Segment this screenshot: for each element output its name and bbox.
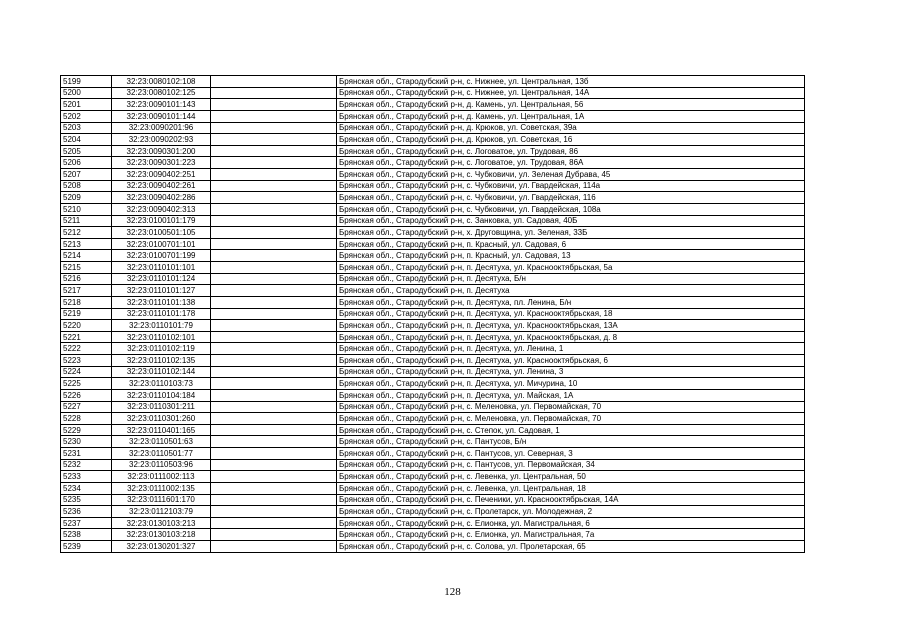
address-cell: Брянская обл., Стародубский р-н, п. Десятуха, ул. Краснооктябрьская, 18 — [337, 308, 805, 320]
cadastral-number-cell: 32:23:0110102:119 — [112, 343, 211, 355]
empty-cell — [211, 76, 337, 88]
empty-cell — [211, 541, 337, 553]
empty-cell — [211, 366, 337, 378]
cadastral-number-cell: 32:23:0130201:327 — [112, 541, 211, 553]
address-cell: Брянская обл., Стародубский р-н, п. Десятуха, пл. Ленина, Б/н — [337, 296, 805, 308]
row-number-cell: 5219 — [61, 308, 112, 320]
cadastral-number-cell: 32:23:0090301:200 — [112, 145, 211, 157]
cadastral-number-cell: 32:23:0110401:165 — [112, 424, 211, 436]
table-row — [61, 227, 805, 239]
cadastral-number-cell: 32:23:0112103:79 — [112, 506, 211, 518]
cadastral-number-cell: 32:23:0090402:261 — [112, 180, 211, 192]
address-cell: Брянская обл., Стародубский р-н, с. Логоватое, ул. Трудовая, 86 — [337, 145, 805, 157]
empty-cell — [211, 424, 337, 436]
table-row — [61, 215, 805, 227]
empty-cell — [211, 180, 337, 192]
address-cell: Брянская обл., Стародубский р-н, с. Левенка, ул. Центральная, 18 — [337, 482, 805, 494]
address-cell: Брянская обл., Стародубский р-н, с. Чубковичи, ул. Гвардейская, 116 — [337, 192, 805, 204]
empty-cell — [211, 413, 337, 425]
table-row — [61, 157, 805, 169]
cadastral-number-cell: 32:23:0090402:313 — [112, 203, 211, 215]
cadastral-number-cell: 32:23:0110102:135 — [112, 355, 211, 367]
row-number-cell: 5200 — [61, 87, 112, 99]
row-number-cell: 5213 — [61, 238, 112, 250]
address-cell: Брянская обл., Стародубский р-н, п. Красный, ул. Садовая, 6 — [337, 238, 805, 250]
empty-cell — [211, 273, 337, 285]
address-cell: Брянская обл., Стародубский р-н, п. Десятуха, ул. Краснооктябрьская, 6 — [337, 355, 805, 367]
cadastral-number-cell: 32:23:0110501:77 — [112, 448, 211, 460]
row-number-cell: 5203 — [61, 122, 112, 134]
empty-cell — [211, 506, 337, 518]
cadastral-number-cell: 32:23:0110501:63 — [112, 436, 211, 448]
row-number-cell: 5205 — [61, 145, 112, 157]
row-number-cell: 5211 — [61, 215, 112, 227]
table-row — [61, 180, 805, 192]
cadastral-number-cell: 32:23:0090201:96 — [112, 122, 211, 134]
row-number-cell: 5232 — [61, 459, 112, 471]
address-cell: Брянская обл., Стародубский р-н, х. Друговщина, ул. Зеленая, 33Б — [337, 227, 805, 239]
address-cell: Брянская обл., Стародубский р-н, с. Нижнее, ул. Центральная, 14А — [337, 87, 805, 99]
cadastral-number-cell: 32:23:0100701:199 — [112, 250, 211, 262]
row-number-cell: 5224 — [61, 366, 112, 378]
empty-cell — [211, 99, 337, 111]
row-number-cell: 5231 — [61, 448, 112, 460]
row-number-cell: 5226 — [61, 389, 112, 401]
empty-cell — [211, 308, 337, 320]
table-row — [61, 145, 805, 157]
row-number-cell: 5215 — [61, 262, 112, 274]
empty-cell — [211, 215, 337, 227]
row-number-cell: 5201 — [61, 99, 112, 111]
row-number-cell: 5199 — [61, 76, 112, 88]
table-row — [61, 482, 805, 494]
row-number-cell: 5217 — [61, 285, 112, 297]
empty-cell — [211, 262, 337, 274]
cadastral-number-cell: 32:23:0090101:143 — [112, 99, 211, 111]
table-row — [61, 541, 805, 553]
table-row — [61, 203, 805, 215]
cadastral-number-cell: 32:23:0130103:213 — [112, 517, 211, 529]
cadastral-number-cell: 32:23:0090402:251 — [112, 169, 211, 181]
address-cell: Брянская обл., Стародубский р-н, д. Камень, ул. Центральная, 1А — [337, 110, 805, 122]
cadastral-number-cell: 32:23:0110101:127 — [112, 285, 211, 297]
cadastral-number-cell: 32:23:0110301:211 — [112, 401, 211, 413]
address-cell: Брянская обл., Стародубский р-н, с. Меленовка, ул. Первомайская, 70 — [337, 401, 805, 413]
empty-cell — [211, 482, 337, 494]
empty-cell — [211, 517, 337, 529]
row-number-cell: 5214 — [61, 250, 112, 262]
table-row — [61, 436, 805, 448]
cadastral-number-cell: 32:23:0110101:124 — [112, 273, 211, 285]
table-row — [61, 506, 805, 518]
address-cell: Брянская обл., Стародубский р-н, с. Логоватое, ул. Трудовая, 86А — [337, 157, 805, 169]
cadastral-number-cell: 32:23:0111002:113 — [112, 471, 211, 483]
row-number-cell: 5207 — [61, 169, 112, 181]
address-cell: Брянская обл., Стародубский р-н, с. Степок, ул. Садовая, 1 — [337, 424, 805, 436]
address-cell: Брянская обл., Стародубский р-н, с. Чубковичи, ул. Зеленая Дубрава, 45 — [337, 169, 805, 181]
empty-cell — [211, 145, 337, 157]
table-row — [61, 471, 805, 483]
address-cell: Брянская обл., Стародубский р-н, п. Десятуха, Б/н — [337, 273, 805, 285]
empty-cell — [211, 203, 337, 215]
cadastral-number-cell: 32:23:0090202:93 — [112, 134, 211, 146]
empty-cell — [211, 87, 337, 99]
row-number-cell: 5206 — [61, 157, 112, 169]
empty-cell — [211, 355, 337, 367]
address-cell: Брянская обл., Стародубский р-н, с. Пантусов, ул. Первомайская, 34 — [337, 459, 805, 471]
cadastral-number-cell: 32:23:0090101:144 — [112, 110, 211, 122]
empty-cell — [211, 238, 337, 250]
empty-cell — [211, 227, 337, 239]
row-number-cell: 5234 — [61, 482, 112, 494]
row-number-cell: 5229 — [61, 424, 112, 436]
empty-cell — [211, 320, 337, 332]
address-cell: Брянская обл., Стародубский р-н, с. Печеники, ул. Краснооктябрьская, 14А — [337, 494, 805, 506]
page-number: 128 — [444, 586, 461, 598]
empty-cell — [211, 378, 337, 390]
table-row — [61, 366, 805, 378]
row-number-cell: 5209 — [61, 192, 112, 204]
empty-cell — [211, 285, 337, 297]
table-row — [61, 122, 805, 134]
cadastral-number-cell: 32:23:0110101:79 — [112, 320, 211, 332]
address-cell: Брянская обл., Стародубский р-н, с. Пролетарск, ул. Молодежная, 2 — [337, 506, 805, 518]
empty-cell — [211, 134, 337, 146]
empty-cell — [211, 110, 337, 122]
address-cell: Брянская обл., Стародубский р-н, п. Десятуха, ул. Краснооктябрьская, 5а — [337, 262, 805, 274]
address-cell: Брянская обл., Стародубский р-н, с. Левенка, ул. Центральная, 50 — [337, 471, 805, 483]
table-row — [61, 320, 805, 332]
table-row — [61, 401, 805, 413]
table-row — [61, 87, 805, 99]
row-number-cell: 5204 — [61, 134, 112, 146]
address-cell: Брянская обл., Стародубский р-н, с. Елионка, ул. Магистральная, 7а — [337, 529, 805, 541]
table-row — [61, 169, 805, 181]
table-row — [61, 192, 805, 204]
cadastral-number-cell: 32:23:0110503:96 — [112, 459, 211, 471]
row-number-cell: 5228 — [61, 413, 112, 425]
empty-cell — [211, 471, 337, 483]
table-row — [61, 494, 805, 506]
empty-cell — [211, 389, 337, 401]
empty-cell — [211, 401, 337, 413]
cadastral-number-cell: 32:23:0111601:170 — [112, 494, 211, 506]
address-cell: Брянская обл., Стародубский р-н, д. Крюков, ул. Советская, 16 — [337, 134, 805, 146]
row-number-cell: 5202 — [61, 110, 112, 122]
address-cell: Брянская обл., Стародубский р-н, с. Меленовка, ул. Первомайская, 70 — [337, 413, 805, 425]
cadastral-number-cell: 32:23:0110101:101 — [112, 262, 211, 274]
empty-cell — [211, 436, 337, 448]
row-number-cell: 5218 — [61, 296, 112, 308]
row-number-cell: 5237 — [61, 517, 112, 529]
address-cell: Брянская обл., Стародубский р-н, п. Десятуха, ул. Краснооктябрьская, 13А — [337, 320, 805, 332]
address-cell: Брянская обл., Стародубский р-н, п. Десятуха — [337, 285, 805, 297]
address-cell: Брянская обл., Стародубский р-н, с. Пантусов, Б/н — [337, 436, 805, 448]
row-number-cell: 5210 — [61, 203, 112, 215]
address-cell: Брянская обл., Стародубский р-н, п. Десятуха, ул. Мичурина, 10 — [337, 378, 805, 390]
cadastral-number-cell: 32:23:0110102:144 — [112, 366, 211, 378]
address-cell: Брянская обл., Стародубский р-н, с. Чубковичи, ул. Гвардейская, 108а — [337, 203, 805, 215]
row-number-cell: 5216 — [61, 273, 112, 285]
empty-cell — [211, 494, 337, 506]
table-body — [61, 76, 805, 553]
cadastral-number-cell: 32:23:0100501:105 — [112, 227, 211, 239]
row-number-cell: 5227 — [61, 401, 112, 413]
cadastral-number-cell: 32:23:0110101:138 — [112, 296, 211, 308]
empty-cell — [211, 343, 337, 355]
row-number-cell: 5212 — [61, 227, 112, 239]
address-cell: Брянская обл., Стародубский р-н, с. Чубковичи, ул. Гвардейская, 114а — [337, 180, 805, 192]
row-number-cell: 5239 — [61, 541, 112, 553]
table-row — [61, 308, 805, 320]
address-cell: Брянская обл., Стародубский р-н, д. Крюков, ул. Советская, 39а — [337, 122, 805, 134]
cadastral-number-cell: 32:23:0080102:125 — [112, 87, 211, 99]
address-cell: Брянская обл., Стародубский р-н, с. Нижнее, ул. Центральная, 13б — [337, 76, 805, 88]
table-row — [61, 262, 805, 274]
row-number-cell: 5223 — [61, 355, 112, 367]
address-cell: Брянская обл., Стародубский р-н, п. Десятуха, ул. Ленина, 3 — [337, 366, 805, 378]
empty-cell — [211, 331, 337, 343]
table-row — [61, 273, 805, 285]
table-row — [61, 285, 805, 297]
table-row — [61, 389, 805, 401]
row-number-cell: 5208 — [61, 180, 112, 192]
table-row — [61, 413, 805, 425]
row-number-cell: 5222 — [61, 343, 112, 355]
cadastral-number-cell: 32:23:0111002:135 — [112, 482, 211, 494]
table-row — [61, 459, 805, 471]
address-cell: Брянская обл., Стародубский р-н, п. Красный, ул. Садовая, 13 — [337, 250, 805, 262]
cadastral-number-cell: 32:23:0100701:101 — [112, 238, 211, 250]
empty-cell — [211, 192, 337, 204]
address-cell: Брянская обл., Стародубский р-н, с. Елионка, ул. Магистральная, 6 — [337, 517, 805, 529]
empty-cell — [211, 169, 337, 181]
address-cell: Брянская обл., Стародубский р-н, с. Занковка, ул. Садовая, 40Б — [337, 215, 805, 227]
table-row — [61, 250, 805, 262]
cadastral-number-cell: 32:23:0110102:101 — [112, 331, 211, 343]
table-row — [61, 99, 805, 111]
table-row — [61, 76, 805, 88]
cadastral-number-cell: 32:23:0080102:108 — [112, 76, 211, 88]
cadastral-number-cell: 32:23:0110104:184 — [112, 389, 211, 401]
table-row — [61, 238, 805, 250]
row-number-cell: 5236 — [61, 506, 112, 518]
address-cell: Брянская обл., Стародубский р-н, с. Пантусов, ул. Северная, 3 — [337, 448, 805, 460]
address-cell: Брянская обл., Стародубский р-н, д. Камень, ул. Центральная, 56 — [337, 99, 805, 111]
row-number-cell: 5233 — [61, 471, 112, 483]
row-number-cell: 5220 — [61, 320, 112, 332]
row-number-cell: 5230 — [61, 436, 112, 448]
empty-cell — [211, 157, 337, 169]
address-cell: Брянская обл., Стародубский р-н, п. Десятуха, ул. Ленина, 1 — [337, 343, 805, 355]
address-cell: Брянская обл., Стародубский р-н, с. Солова, ул. Пролетарская, 65 — [337, 541, 805, 553]
cadastral-number-cell: 32:23:0110101:178 — [112, 308, 211, 320]
empty-cell — [211, 250, 337, 262]
row-number-cell: 5225 — [61, 378, 112, 390]
address-cell: Брянская обл., Стародубский р-н, п. Десятуха, ул. Краснооктябрьская, д. 8 — [337, 331, 805, 343]
empty-cell — [211, 529, 337, 541]
row-number-cell: 5238 — [61, 529, 112, 541]
cadastral-number-cell: 32:23:0110301:260 — [112, 413, 211, 425]
table-row — [61, 424, 805, 436]
cadastral-number-cell: 32:23:0090402:286 — [112, 192, 211, 204]
table-row — [61, 448, 805, 460]
cadastral-number-cell: 32:23:0130103:218 — [112, 529, 211, 541]
empty-cell — [211, 122, 337, 134]
row-number-cell: 5235 — [61, 494, 112, 506]
cadastral-number-cell: 32:23:0090301:223 — [112, 157, 211, 169]
table-row — [61, 331, 805, 343]
table-row — [61, 343, 805, 355]
table-row — [61, 355, 805, 367]
table-row — [61, 517, 805, 529]
empty-cell — [211, 448, 337, 460]
table-row — [61, 529, 805, 541]
cadastral-number-cell: 32:23:0110103:73 — [112, 378, 211, 390]
table-row — [61, 296, 805, 308]
address-cell: Брянская обл., Стародубский р-н, п. Десятуха, ул. Майская, 1А — [337, 389, 805, 401]
table-row — [61, 378, 805, 390]
table-row — [61, 110, 805, 122]
table-row — [61, 134, 805, 146]
cadastral-number-cell: 32:23:0100101:179 — [112, 215, 211, 227]
empty-cell — [211, 296, 337, 308]
empty-cell — [211, 459, 337, 471]
property-registry-table — [60, 75, 805, 553]
row-number-cell: 5221 — [61, 331, 112, 343]
